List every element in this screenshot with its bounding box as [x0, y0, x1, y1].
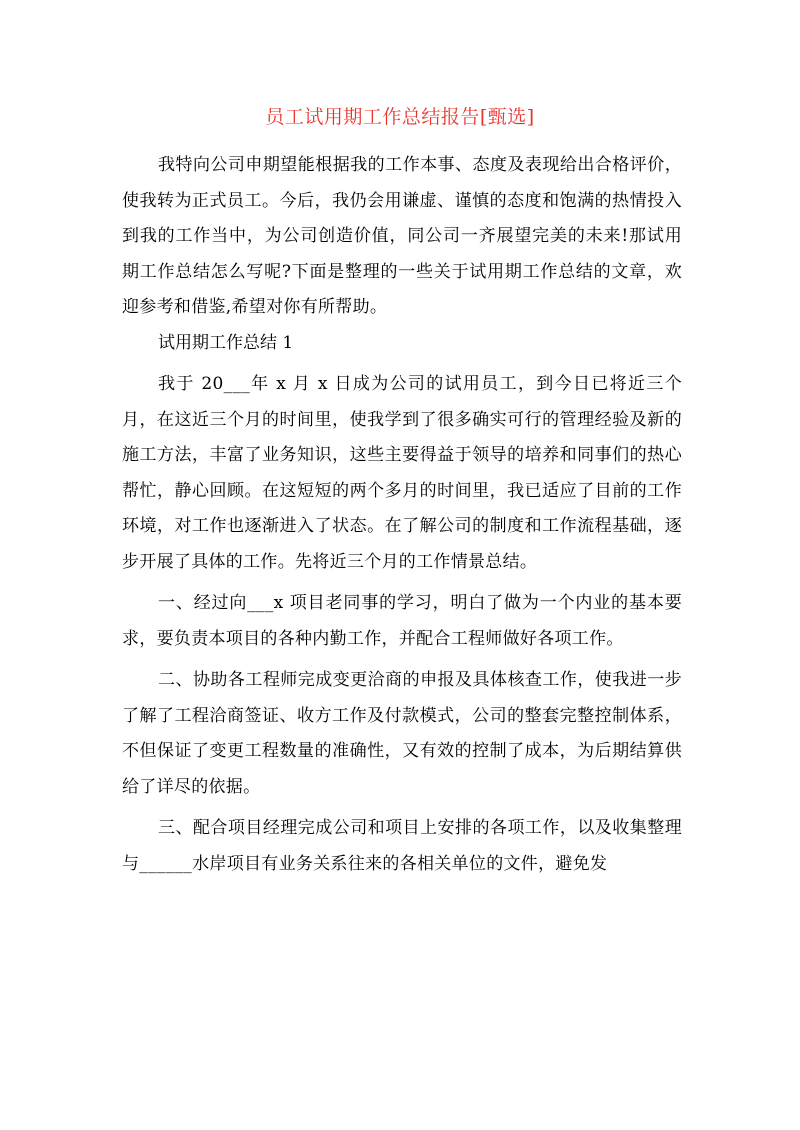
section-paragraph-2: 一、经过向___x 项目老同事的学习，明白了做为一个内业的基本要求，要负责本项目的各种内勤工作，并配合工程师做好各项工作。: [122, 593, 682, 649]
document-body: [122, 148, 682, 882]
document-title: 员工试用期工作总结报告[甄选]: [265, 106, 535, 128]
section-heading: 试用期工作总结 1: [158, 332, 294, 353]
section-paragraph-3: 二、协助各工程师完成变更洽商的申报及具体核查工作，使我进一步了解了工程洽商签证、收方工作及付款模式，公司的整套完整控制体系，不但保证了变更工程数量的准确性，又有效的控制了成本，为后期结算供给了详尽的依据。: [122, 670, 682, 797]
section-paragraph-4: 三、配合项目经理完成公司和项目上安排的各项工作，以及收集整理与______水岸项目有业务关系往来的各相关单位的文件，避免发: [122, 818, 682, 874]
intro-paragraph: 我特向公司申期望能根据我的工作本事、态度及表现给出合格评价，使我转为正式员工。今后，我仍会用谦虚、谨慎的态度和饱满的热情投入到我的工作当中，为公司创造价值，同公司一齐展望完美的未来!那试用期工作总结怎么写呢?下面是整理的一些关于试用期工作总结的文章，欢迎参考和借鉴,希望对你有所帮助。: [122, 155, 682, 317]
section-paragraph-1: 我于 20___年 x 月 x 日成为公司的试用员工，到今日已将近三个月，在这近三个月的时间里，使我学到了很多确实可行的管理经验及新的施工方法，丰富了业务知识，这些主要得益于领导的培养和同事们的热心帮忙，静心回顾。在这短短的两个多月的时间里，我已适应了目前的工作环境，对工作也逐渐进入了状态。在了解公司的制度和工作流程基础，逐步开展了具体的工作。先将近三个月的工作情景总结。: [122, 374, 682, 572]
